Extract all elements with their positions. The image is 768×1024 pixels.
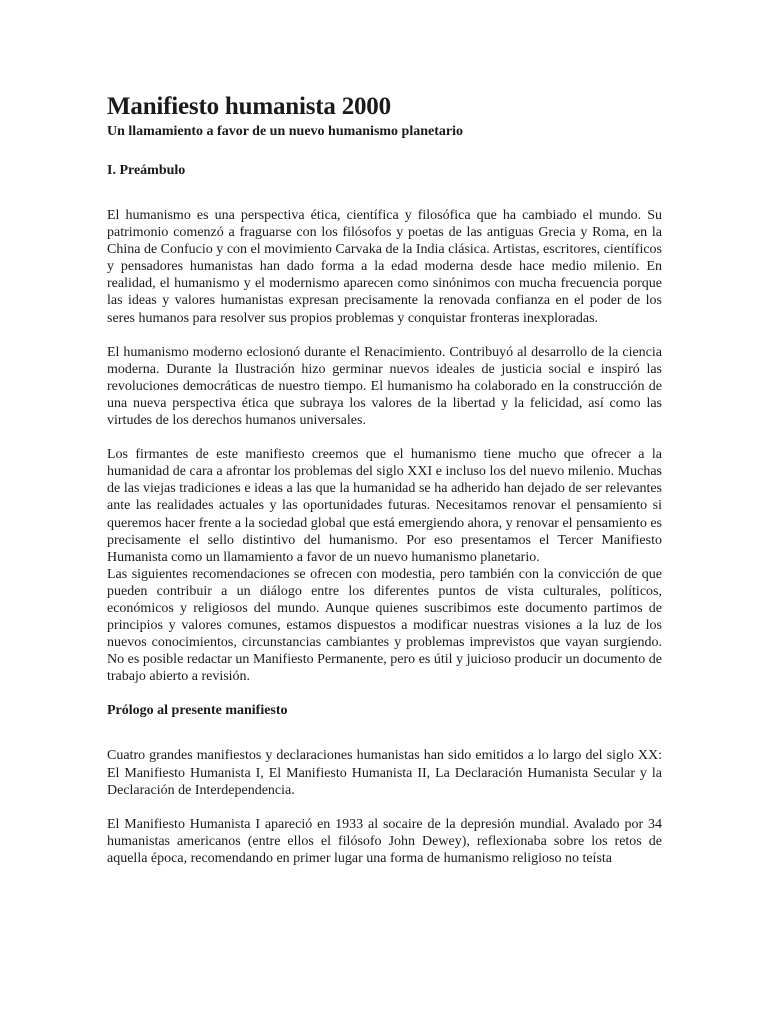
- document-page: [107, 92, 662, 867]
- paragraph: El humanismo moderno eclosionó durante el Renacimiento. Contribuyó al desarrollo de la ciencia moderna. Durante la Ilustración hizo germinar nuevos ideales de justicia social e inspiró las revoluciones democráticas de nuestro tiempo. El humanismo ha colaborado en la construcción de una nueva perspectiva ética que subraya los valores de la libertad y la felicidad, así como las virtudes de los derechos humanos universales.: [107, 344, 662, 429]
- paragraph: Cuatro grandes manifiestos y declaraciones humanistas han sido emitidos a lo largo del siglo XX: El Manifiesto Humanista I, El Manifiesto Humanista II, La Declaración Humanista Secular y la Declaración de Interdependencia.: [107, 748, 662, 798]
- paragraph: El humanismo es una perspectiva ética, científica y filosófica que ha cambiado el mundo. Su patrimonio comenzó a fraguarse con los filósofos y poetas de las antiguas Grecia y Roma, en la China de Confucio y con el movimiento Carvaka de la India clásica. Artistas, escritores, científicos y pensadores humanistas han dado forma a la edad moderna desde hace medio milenio. En realidad, el humanismo y el modernismo aparecen como sinónimos con mucha frecuencia porque las ideas y valores humanistas expresan precisamente la renovada confianza en el poder de los seres humanos para resolver sus propios problemas y conquistar fronteras inexploradas.: [107, 208, 662, 326]
- section-heading-preambulo: I. Preámbulo: [107, 163, 186, 178]
- paragraph: Los firmantes de este manifiesto creemos que el humanismo tiene mucho que ofrecer a la humanidad de cara a afrontar los problemas del siglo XXI e incluso los del nuevo milenio. Muchas de las viejas tradiciones e ideas a las que la humanidad se ha adherido han dejado de ser relevantes ante las realidades actuales y las oportunidades futuras. Necesitamos renovar el pensamiento si queremos hacer frente a la sociedad global que está emergiendo ahora, y renovar el pensamiento es precisamente el sello distintivo del humanismo. Por eso presentamos el Tercer Manifiesto Humanista como un llamamiento a favor de un nuevo humanismo planetario.: [107, 447, 662, 565]
- document-title: Manifiesto humanista 2000: [107, 93, 391, 120]
- section-heading-prologo: Prólogo al presente manifiesto: [107, 703, 288, 719]
- document-subtitle: Un llamamiento a favor de un nuevo humanismo planetario: [107, 124, 463, 139]
- paragraph: El Manifiesto Humanista I apareció en 1933 al socaire de la depresión mundial. Avalado por 34 humanistas americanos (entre ellos el filósofo John Dewey), reflexionaba sobre los retos de aquella época, recomendando en primer lugar una forma de humanismo religioso no teísta: [107, 816, 662, 866]
- paragraph: Las siguientes recomendaciones se ofrecen con modestia, pero también con la convicción de que pueden contribuir a un diálogo entre los diferentes puntos de vista culturales, políticos, económicos y religiosos del mundo. Aunque quienes suscribimos este documento partimos de principios y valores comunes, estamos dispuestos a modificar nuestras visiones a la luz de los nuevos conocimientos, circunstancias cambiantes y problemas imprevistos que vayan surgiendo. No es posible redactar un Manifiesto Permanente, pero es útil y juicioso producir un documento de trabajo abierto a revisión.: [107, 566, 662, 685]
